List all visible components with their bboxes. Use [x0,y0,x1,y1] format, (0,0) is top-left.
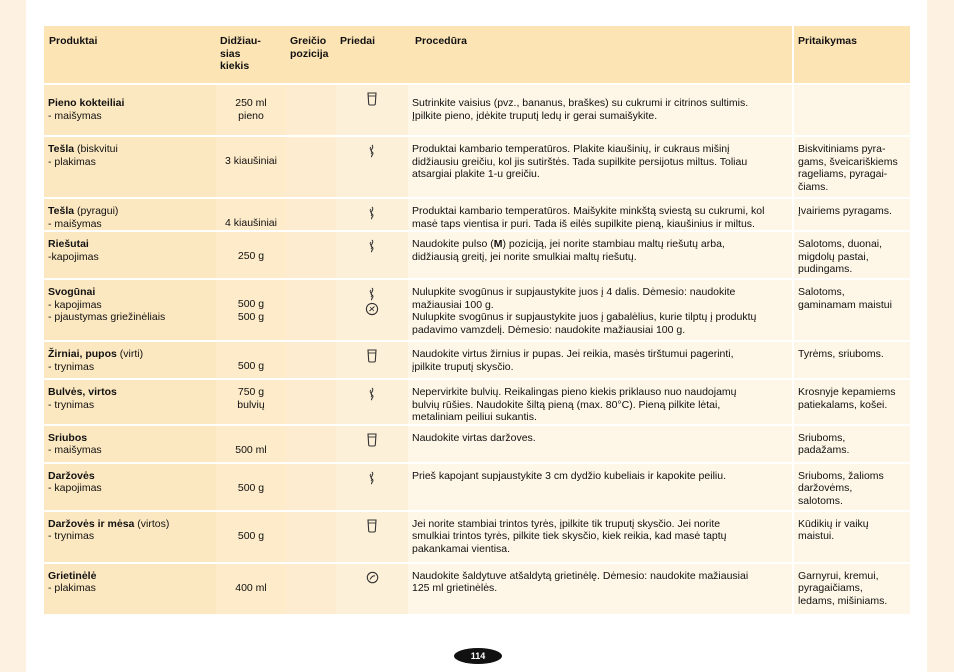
table-row [44,512,910,564]
application-text [792,85,910,137]
procedure-text: Prieš kapojant supjaustykite 3 cm dydžio kubeliais ir kapokite peiliu. [408,464,792,512]
speed-cell [286,232,336,280]
table-row [44,85,910,137]
application-text: Garnyrui, kremui, pyragaičiams, ledams, mišiniams. [792,564,910,616]
amount-value: pieno [238,109,264,122]
procedure-text: Naudokite virtas daržoves. [408,426,792,464]
amount-value: 3 kiaušiniai [225,155,277,167]
procedure-text: Naudokite virtus žirnius ir pupas. Jei reikia, masės tirštumui pagerinti, įpilkite truputį skysčio. [408,342,792,380]
procedure-text: Sutrinkite vaisius (pvz., bananus, braškes) su cukrumi ir citrinos sultimis. Įpilkite pieno, įdėkite truputį ledų ir gerai sumaišykite. [408,85,792,137]
product-action: - maišymas [48,109,102,122]
application-text: Kūdikių ir vaikų maistui. [792,512,910,564]
product-action: - kapojimas [48,482,102,494]
product-name: Riešutai [48,238,89,250]
application-text: Sriuboms, padažams. [792,426,910,464]
accessory-cell [336,564,408,616]
speed-cell [286,280,336,342]
product-action: - trynimas [48,530,95,542]
product-cell [44,464,216,512]
recipe-table [44,26,910,616]
amount-value: 500 ml [235,443,267,456]
slicing-disc-icon [365,302,379,316]
product-action: - trynimas [48,360,95,373]
accessory-cell [336,137,408,199]
accessory-cell [336,199,408,232]
whisk-icon [367,471,377,485]
application-text: Salotoms, gaminamam maistui [792,280,910,342]
amount-value: 250 ml [235,97,267,109]
procedure-text: Nepervirkite bulvių. Reikalingas pieno kiekis priklauso nuo naudojamų bulvių rūšies. Naudokite šiltą pieną (max. 80°C). Pieną pilkite lėtai, metaliniam peiliui sukantis. [408,380,792,426]
table-header-row [44,26,910,85]
accessory-cell [336,426,408,464]
header-text: Greičio pozicija [290,35,329,60]
product-name: Sriubos [48,431,88,444]
product-action: -kapojimas [48,250,99,263]
accessory-cell [336,380,408,426]
amount-value: 500 g [237,529,265,542]
speed-cell [286,342,336,380]
amount-value: 750 g [237,386,265,398]
speed-cell [286,85,336,137]
product-action: - pjaustymas griežinėliais [48,311,166,323]
blender-cup-icon [366,519,378,533]
amount-cell [216,137,286,199]
application-text: Krosnyje kepamiems patiekalams, košei. [792,380,910,426]
amount-cell [216,199,286,232]
product-cell [44,512,216,564]
amount-value: 500 g [237,310,265,323]
procedure-text: Naudokite pulso (M) poziciją, jei norite stambiau maltų riešutų arba, didžiausią greitį, jei norite smulkiai maltų riešutų. [408,232,792,280]
product-action: - maišymas [48,444,102,456]
header-priedai: Priedai [336,26,408,85]
application-text: Tyrėms, sriuboms. [792,342,910,380]
speed-cell [286,199,336,232]
product-name: Bulvės, virtos [48,386,117,398]
table-row [44,137,910,199]
amount-cell [216,380,286,426]
amount-cell [216,85,286,137]
page-number: 114 [454,648,502,664]
accessory-cell [336,512,408,564]
whisk-icon [367,239,377,253]
blender-cup-icon [366,349,378,363]
table-row [44,342,910,380]
product-cell [44,137,216,199]
whisk-icon [367,144,377,158]
header-pritaikymas: Pritaikymas [792,26,910,85]
table-row [44,280,910,342]
product-action: - plakimas [48,155,96,168]
procedure-text: Jei norite stambiai trintos tyrės, įpilkite tik truputį skysčio. Jei norite smulkiai trintos tyrės, pilkite tiek skysčio, kiek reikia, kad masė taptų pakankamai vientisa. [408,512,792,564]
header-greicio [286,26,336,85]
accessory-cell [336,85,408,137]
product-name: Pieno kokteiliai [48,97,125,109]
amount-cell [216,464,286,512]
speed-cell [286,564,336,616]
product-name: Tešla [48,205,75,217]
accessory-cell [336,280,408,342]
amount-value: 400 ml [235,581,267,594]
accessory-cell [336,232,408,280]
table-row [44,199,910,232]
amount-value: 500 g [237,298,265,310]
product-note: (virtos) [134,517,170,530]
table-row [44,232,910,280]
product-name: Daržovės [48,469,95,482]
whisk-icon [367,206,377,220]
whisk-icon [367,387,377,401]
product-name: Grietinėlė [48,569,97,582]
application-text: Sriuboms, žalioms daržovėms, salotoms. [792,464,910,512]
product-name: Daržovės ir mėsa [48,517,135,530]
application-text: Įvairiems pyragams. [792,199,910,232]
whipping-disc-icon [366,571,379,584]
product-cell [44,232,216,280]
blender-cup-icon [366,433,378,447]
product-cell [44,85,216,137]
header-procedura: Procedūra [408,26,792,85]
amount-cell [216,232,286,280]
header-produktai: Produktai [44,26,216,85]
product-cell [44,564,216,616]
product-cell [44,342,216,380]
product-cell [44,280,216,342]
product-action: - kapojimas [48,298,102,311]
accessory-cell [336,464,408,512]
product-cell [44,380,216,426]
speed-cell [286,512,336,564]
blender-cup-icon [366,92,378,106]
speed-cell [286,137,336,199]
amount-value: bulvių [237,398,265,411]
amount-cell [216,564,286,616]
product-cell [44,426,216,464]
application-text: Salotoms, duonai, migdolų pastai, pudingams. [792,232,910,280]
speed-cell [286,426,336,464]
product-action: - maišymas [48,217,102,230]
procedure-text: Produktai kambario temperatūros. Plakite kiaušinių, ir cukraus mišinį didžiausiu greičiu, kol jis sutirštės. Tada supilkite persijotus miltus. Toliau atsargiai plakite 1-u greičiu. [408,137,792,199]
procedure-text: Nulupkite svogūnus ir supjaustykite juos į 4 dalis. Dėmesio: naudokite mažiausiai 100 g. Nulupkite svogūnus ir supjaustykite juos į gabalėlius, kurie tilptų į produktų padavimo vamzdelį. Dėmesio: naudokite mažiausiai 100 g. [408,280,792,342]
product-action: - plakimas [48,582,96,594]
procedure-text: Produktai kambario temperatūros. Maišykite minkštą sviestą su cukrumi, kol masė taps vientisa ir puri. Tada iš eilės supilkite pieną, kiaušinius ir miltus. [408,199,792,232]
table-row [44,380,910,426]
table-row [44,564,910,616]
amount-value: 250 g [237,250,265,262]
product-name: Tešla [48,143,75,155]
procedure-text: Naudokite šaldytuve atšaldytą grietinėlę. Dėmesio: naudokite mažiausiai 125 ml grietinėlės. [408,564,792,616]
amount-value: 500 g [237,360,265,372]
product-note: (virti) [116,348,144,360]
product-name: Svogūnai [48,286,96,298]
speed-cell [286,464,336,512]
table-row [44,464,910,512]
amount-value: 500 g [237,481,265,494]
table-row [44,426,910,464]
amount-cell [216,280,286,342]
product-cell [44,199,216,232]
application-text: Biskvitiniams pyra- gams, šveicariškiems rageliams, pyragai- čiams. [792,137,910,199]
header-kiekis [216,26,286,85]
header-text: Didžiau- sias kiekis [220,35,261,72]
amount-cell [216,342,286,380]
amount-cell [216,512,286,564]
speed-cell [286,380,336,426]
product-action: - trynimas [48,398,95,411]
amount-value: 4 kiaušiniai [225,217,277,229]
product-note: (biskvitui [74,143,118,155]
whisk-icon [367,287,377,301]
amount-cell [216,426,286,464]
product-name: Žirniai, pupos [48,348,117,360]
product-note: (pyragui) [74,205,119,217]
accessory-cell [336,342,408,380]
